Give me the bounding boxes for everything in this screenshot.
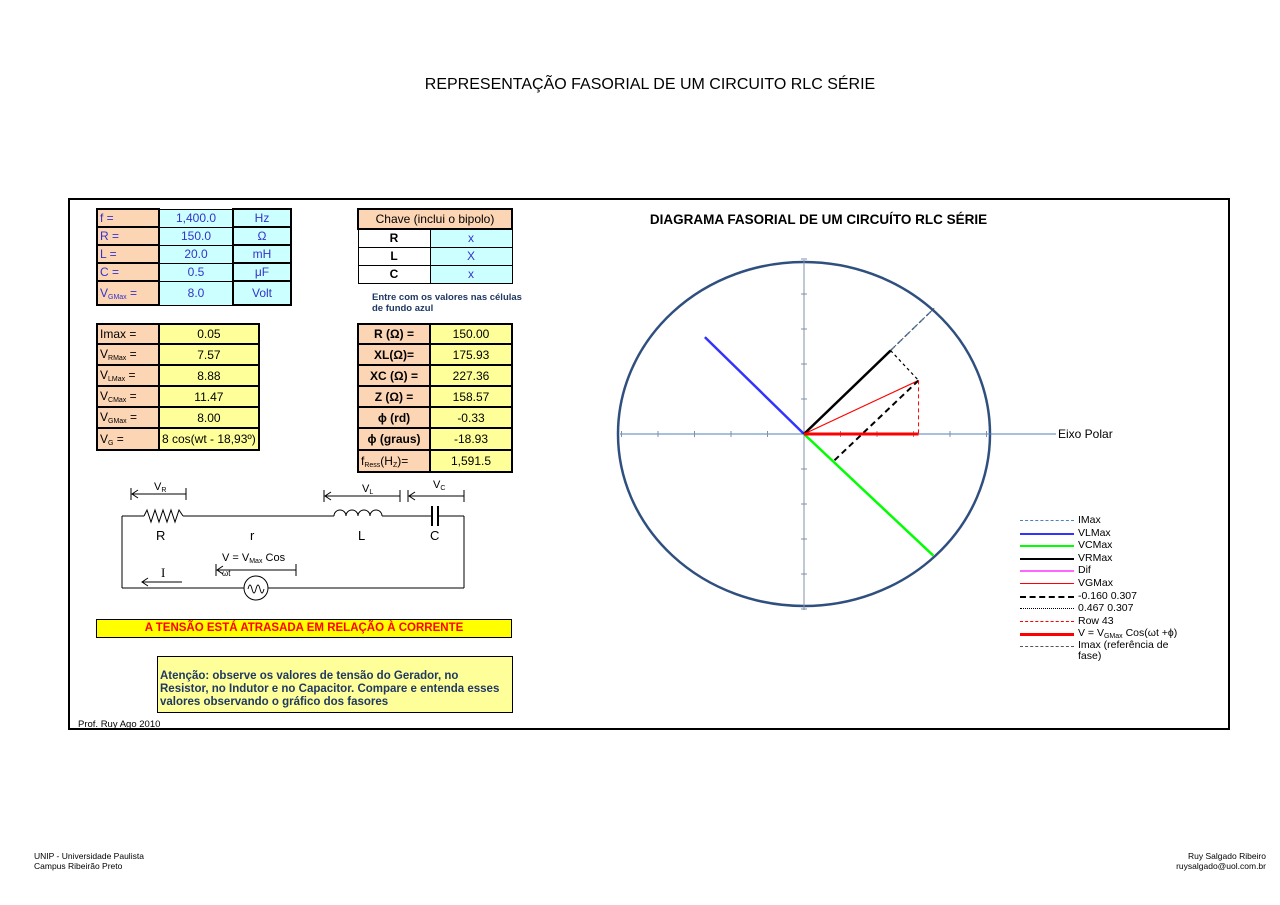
vc-label: VC bbox=[433, 479, 446, 492]
result-value: 0.05 bbox=[159, 324, 259, 344]
legend-swatch bbox=[1020, 520, 1074, 521]
footer-left bbox=[34, 851, 144, 871]
phasor-vrmax bbox=[804, 351, 891, 434]
legend-swatch bbox=[1020, 596, 1074, 598]
circuit-diagram bbox=[96, 476, 516, 606]
legend-swatch bbox=[1020, 646, 1074, 647]
c-label: C bbox=[430, 528, 440, 543]
legend-swatch bbox=[1020, 583, 1074, 584]
legend-item bbox=[1020, 590, 1178, 603]
legend-item bbox=[1020, 564, 1178, 577]
legend-swatch bbox=[1020, 633, 1074, 636]
legend-item bbox=[1020, 552, 1178, 565]
impedance-row bbox=[358, 386, 512, 407]
r-small-label: r bbox=[250, 528, 255, 543]
impedance-label: XC (Ω) = bbox=[358, 365, 430, 386]
result-row bbox=[97, 428, 259, 450]
inputs-table bbox=[96, 208, 292, 306]
legend-item bbox=[1020, 539, 1178, 552]
impedance-value: -18.93 bbox=[430, 428, 512, 450]
legend-label: Imax (referência de fase) bbox=[1078, 638, 1169, 662]
impedance-row bbox=[358, 365, 512, 386]
input-value-field[interactable]: 8.0 bbox=[159, 281, 233, 305]
impedance-value: 175.93 bbox=[430, 344, 512, 365]
switch-toggle-field[interactable]: x bbox=[430, 229, 512, 247]
switch-row bbox=[358, 265, 512, 283]
result-value: 8 cos(wt - 18,93º) bbox=[159, 428, 259, 450]
switch-label: C bbox=[358, 265, 430, 283]
result-value: 7.57 bbox=[159, 344, 259, 365]
r-label: R bbox=[156, 528, 166, 543]
legend-label: IMax bbox=[1078, 514, 1101, 526]
legend-swatch bbox=[1020, 608, 1074, 609]
legend-item bbox=[1020, 638, 1178, 662]
impedance-value: 150.00 bbox=[430, 324, 512, 344]
result-label: $V_G$ = bbox=[97, 428, 159, 450]
inductor-symbol bbox=[334, 510, 382, 516]
phasor-vlmax bbox=[705, 337, 804, 434]
impedance-value: 1,591.5 bbox=[430, 450, 512, 472]
result-label: $V_{CMax}$ = bbox=[97, 386, 159, 407]
input-label: C = bbox=[97, 263, 159, 281]
input-value-field[interactable]: 20.0 bbox=[159, 245, 233, 263]
legend-label: Dif bbox=[1078, 564, 1091, 577]
input-value-field[interactable]: 0.5 bbox=[159, 263, 233, 281]
result-value: 11.47 bbox=[159, 386, 259, 407]
l-label: L bbox=[358, 528, 366, 543]
input-row bbox=[97, 245, 291, 263]
switch-row bbox=[358, 229, 512, 247]
legend-label: $V = V_{GMax}$ Cos(ωt +ϕ) bbox=[1078, 627, 1178, 641]
vl-label: VL bbox=[362, 483, 374, 496]
legend-swatch bbox=[1020, 558, 1074, 560]
chart-legend bbox=[1020, 514, 1178, 662]
switch-table bbox=[357, 208, 513, 284]
legend-label: -0.160 0.307 bbox=[1078, 589, 1137, 602]
input-row bbox=[97, 281, 291, 305]
phasor-0-467-0-307 bbox=[891, 351, 919, 381]
impedance-value: 227.36 bbox=[430, 365, 512, 386]
legend-label: 0.467 0.307 bbox=[1078, 602, 1134, 615]
input-label: L = bbox=[97, 245, 159, 263]
result-row bbox=[97, 407, 259, 428]
resistor-symbol bbox=[144, 510, 183, 522]
legend-item bbox=[1020, 527, 1178, 540]
legend-label: VGMax bbox=[1078, 576, 1114, 589]
impedance-row bbox=[358, 407, 512, 428]
impedance-row bbox=[358, 428, 512, 450]
impedance-row bbox=[358, 344, 512, 365]
footer-right bbox=[1176, 851, 1266, 871]
input-note: Entre com os valores nas células de fundo azul bbox=[372, 292, 522, 314]
switch-label: L bbox=[358, 247, 430, 265]
input-unit: mH bbox=[233, 245, 291, 263]
footer-email: ruysalgado@uol.com.br bbox=[1176, 861, 1266, 871]
legend-item bbox=[1020, 577, 1178, 590]
input-value-field[interactable]: 150.0 bbox=[159, 227, 233, 245]
input-row bbox=[97, 263, 291, 281]
result-label: $V_{GMax}$ = bbox=[97, 407, 159, 428]
result-row bbox=[97, 344, 259, 365]
attention-box: Atenção: observe os valores de tensão do Gerador, no Resistor, no Indutor e no Capacitor. Compare e entenda esses valores observando o gráfico dos fasores bbox=[157, 656, 513, 713]
results-table bbox=[96, 323, 260, 451]
result-row bbox=[97, 324, 259, 344]
legend-swatch bbox=[1020, 621, 1074, 622]
footer-author: Ruy Salgado Ribeiro bbox=[1188, 851, 1266, 861]
impedance-label: R (Ω) = bbox=[358, 324, 430, 344]
switch-header: Chave (inclui o bipolo) bbox=[358, 209, 512, 229]
chart-title: DIAGRAMA FASORIAL DE UM CIRCUÍTO RLC SÉRIE bbox=[649, 212, 988, 227]
legend-label: VCMax bbox=[1078, 539, 1113, 552]
vr-label: VR bbox=[154, 481, 167, 494]
footer-university: UNIP - Universidade Paulista bbox=[34, 851, 144, 861]
input-label: f = bbox=[97, 209, 159, 227]
impedance-label: Z (Ω) = bbox=[358, 386, 430, 407]
status-banner: A TENSÃO ESTÁ ATRASADA EM RELAÇÃO À CORRENTE bbox=[96, 619, 512, 638]
input-unit: Volt bbox=[233, 281, 291, 305]
footer-campus: Campus Ribeirão Preto bbox=[34, 861, 123, 871]
impedance-value: -0.33 bbox=[430, 407, 512, 428]
result-row bbox=[97, 386, 259, 407]
page-title: REPRESENTAÇÃO FASORIAL DE UM CIRCUITO RLC SÉRIE bbox=[424, 76, 876, 93]
legend-label: Row 43 bbox=[1078, 614, 1114, 627]
impedance-label: $f_{Ress}(H_Z)=$ bbox=[358, 450, 430, 472]
legend-item bbox=[1020, 615, 1178, 628]
result-label: $V_{LMax}$ = bbox=[97, 365, 159, 386]
switch-toggle-field[interactable]: X bbox=[430, 247, 512, 265]
impedance-label: XL(Ω)= bbox=[358, 344, 430, 365]
switch-toggle-field[interactable]: x bbox=[430, 265, 512, 283]
input-unit: Hz bbox=[233, 209, 291, 227]
legend-label: VLMax bbox=[1078, 526, 1111, 539]
input-label: $V_{GMax}$ = bbox=[97, 281, 159, 305]
author-note: Prof. Ruy Ago 2010 bbox=[78, 719, 161, 730]
input-unit: Ω bbox=[233, 227, 291, 245]
result-value: 8.88 bbox=[159, 365, 259, 386]
phasor-vcmax bbox=[804, 434, 933, 556]
result-value: 8.00 bbox=[159, 407, 259, 428]
polar-axis-label: Eixo Polar bbox=[1058, 427, 1113, 441]
impedance-value: 158.57 bbox=[430, 386, 512, 407]
input-unit: μF bbox=[233, 263, 291, 281]
phasor-vgmax bbox=[804, 380, 919, 434]
impedance-row bbox=[358, 450, 512, 472]
impedance-row bbox=[358, 324, 512, 344]
impedance-label: ϕ (rd) bbox=[358, 407, 430, 428]
impedance-label: ϕ (graus) bbox=[358, 428, 430, 450]
input-value-field[interactable]: 1,400.0 bbox=[159, 209, 233, 227]
result-row bbox=[97, 365, 259, 386]
source-omega-t: ωt bbox=[222, 569, 231, 578]
result-label: $V_{RMax}$ = bbox=[97, 344, 159, 365]
input-label: R = bbox=[97, 227, 159, 245]
legend-swatch bbox=[1020, 570, 1074, 572]
impedance-table bbox=[357, 323, 513, 473]
source-equation: V = VMax Cos bbox=[222, 552, 286, 565]
input-row bbox=[97, 227, 291, 245]
switch-label: R bbox=[358, 229, 430, 247]
legend-swatch bbox=[1020, 533, 1074, 535]
switch-row bbox=[358, 247, 512, 265]
input-row bbox=[97, 209, 291, 227]
result-label: Imax = bbox=[97, 324, 159, 344]
legend-item bbox=[1020, 514, 1178, 527]
legend-label: VRMax bbox=[1078, 551, 1113, 564]
legend-swatch bbox=[1020, 545, 1074, 547]
legend-item bbox=[1020, 602, 1178, 615]
current-label: I bbox=[161, 565, 166, 580]
